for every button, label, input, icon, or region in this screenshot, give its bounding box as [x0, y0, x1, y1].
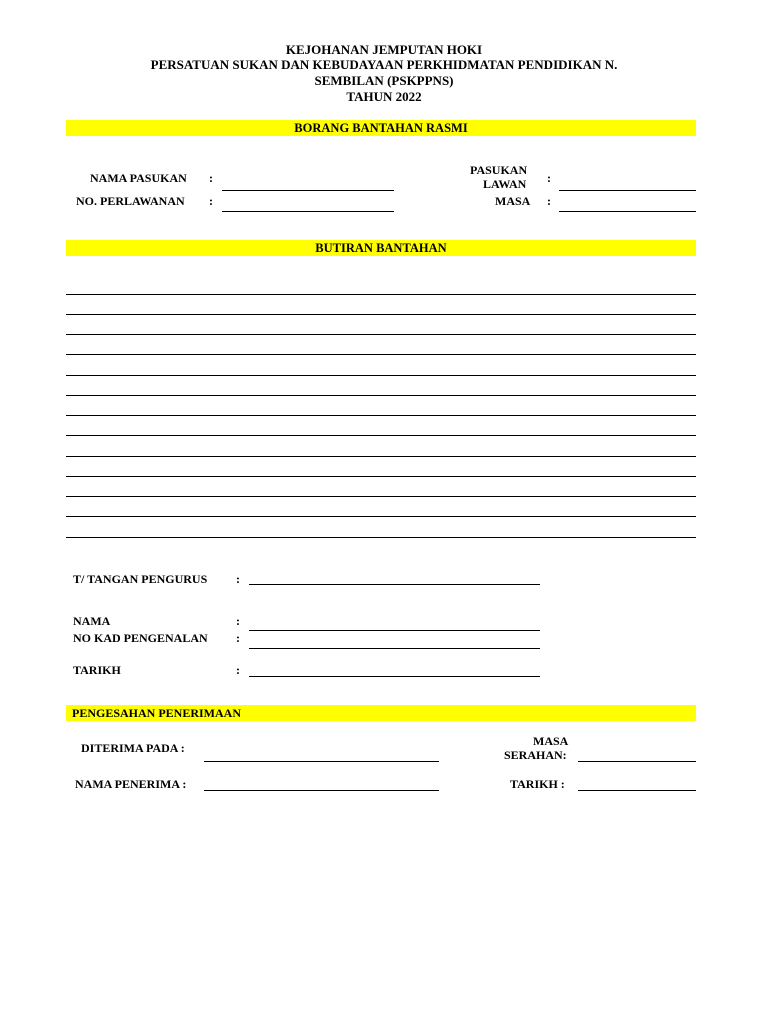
- nama-field[interactable]: [249, 630, 540, 631]
- label-masa-serahan-2: SERAHAN:: [504, 748, 567, 762]
- colon: :: [236, 614, 240, 628]
- butiran-line[interactable]: [66, 334, 696, 335]
- nama-pasukan-field[interactable]: [222, 190, 394, 191]
- colon: :: [236, 631, 240, 645]
- label-nama-pasukan: NAMA PASUKAN: [90, 171, 187, 185]
- label-no-kad-pengenalan: NO KAD PENGENALAN: [73, 631, 208, 645]
- tandatangan-field[interactable]: [249, 584, 540, 585]
- butiran-line[interactable]: [66, 375, 696, 376]
- colon: :: [236, 572, 240, 586]
- label-tandatangan-pengurus: T/ TANGAN PENGURUS: [73, 572, 208, 586]
- section-butiran-bantahan: BUTIRAN BANTAHAN: [66, 240, 696, 256]
- colon: :: [547, 171, 551, 185]
- tarikh-field[interactable]: [249, 676, 540, 677]
- colon: :: [209, 194, 213, 208]
- label-masa: MASA: [495, 194, 531, 208]
- no-perlawanan-field[interactable]: [222, 211, 394, 212]
- colon: :: [209, 171, 213, 185]
- section-pengesahan-penerimaan: PENGESAHAN PENERIMAAN: [66, 705, 696, 721]
- label-nama: NAMA: [73, 614, 111, 628]
- butiran-line[interactable]: [66, 496, 696, 497]
- tarikh-penerimaan-field[interactable]: [578, 790, 696, 791]
- header-line-4: TAHUN 2022: [346, 89, 422, 104]
- label-nama-penerima: NAMA PENERIMA :: [75, 777, 187, 791]
- butiran-line[interactable]: [66, 415, 696, 416]
- no-kad-field[interactable]: [249, 648, 540, 649]
- butiran-line[interactable]: [66, 516, 696, 517]
- label-pasukan-lawan-1: PASUKAN: [470, 163, 528, 177]
- label-tarikh-penerimaan: TARIKH :: [510, 777, 565, 791]
- colon: :: [236, 663, 240, 677]
- nama-penerima-field[interactable]: [204, 790, 439, 791]
- label-no-perlawanan: NO. PERLAWANAN: [76, 194, 185, 208]
- butiran-line[interactable]: [66, 537, 696, 538]
- header-line-3: SEMBILAN (PSKPPNS): [314, 73, 454, 88]
- butiran-line[interactable]: [66, 354, 696, 355]
- label-pasukan-lawan-2: LAWAN: [483, 177, 527, 191]
- butiran-line[interactable]: [66, 435, 696, 436]
- label-masa-serahan-1: MASA: [533, 734, 569, 748]
- masa-field[interactable]: [559, 211, 696, 212]
- diterima-pada-field[interactable]: [204, 761, 439, 762]
- section-borang-bantahan: BORANG BANTAHAN RASMI: [66, 120, 696, 136]
- butiran-line[interactable]: [66, 456, 696, 457]
- colon: :: [547, 194, 551, 208]
- label-diterima-pada: DITERIMA PADA :: [81, 741, 185, 755]
- butiran-line[interactable]: [66, 476, 696, 477]
- pasukan-lawan-field[interactable]: [559, 190, 696, 191]
- label-tarikh: TARIKH: [73, 663, 121, 677]
- masa-serahan-field[interactable]: [578, 761, 696, 762]
- header-line-2: PERSATUAN SUKAN DAN KEBUDAYAAN PERKHIDMATAN PENDIDIKAN N.: [150, 57, 618, 72]
- butiran-line[interactable]: [66, 395, 696, 396]
- butiran-line[interactable]: [66, 314, 696, 315]
- header-line-1: KEJOHANAN JEMPUTAN HOKI: [285, 42, 483, 57]
- butiran-line[interactable]: [66, 294, 696, 295]
